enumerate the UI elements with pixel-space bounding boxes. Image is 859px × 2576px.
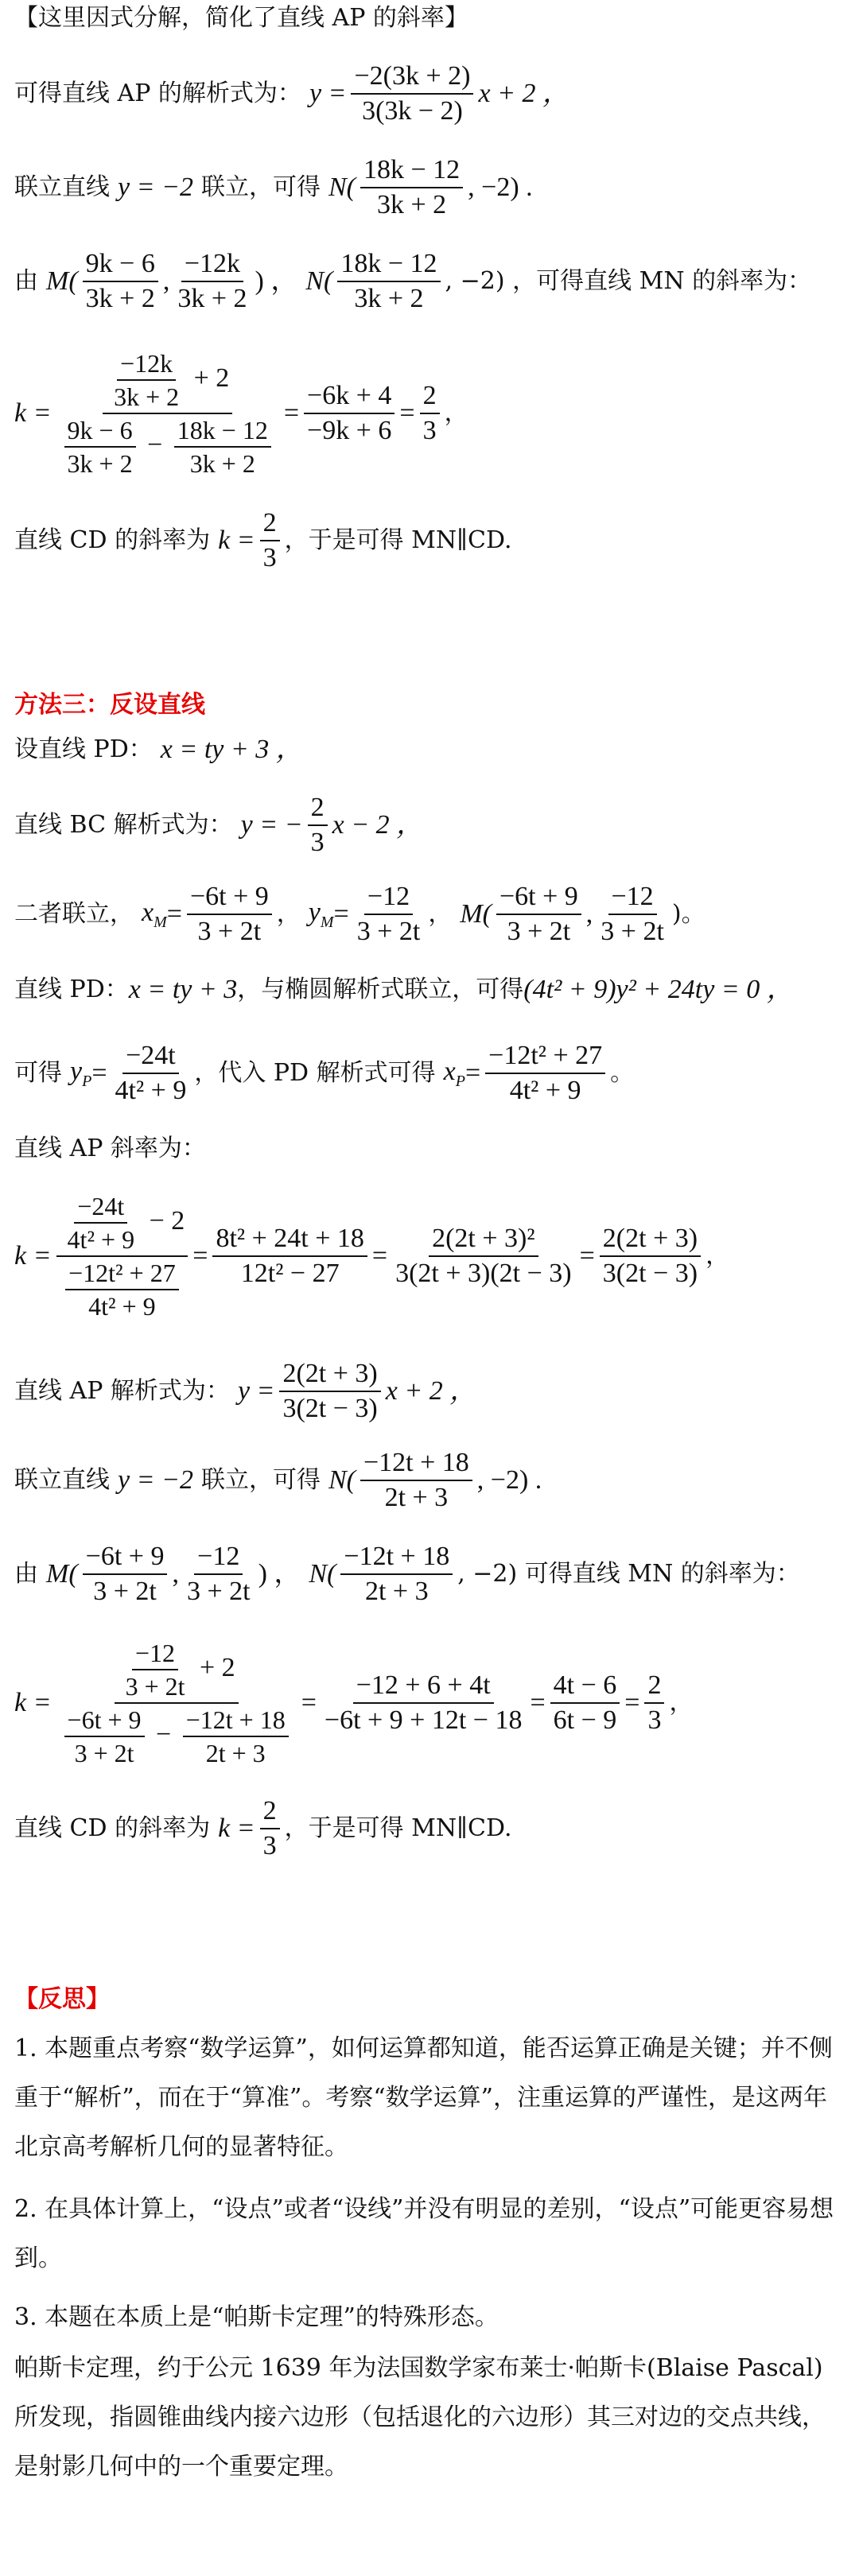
reflection-point-2: 2. 在具体计算上，“设点”或者“设线”并没有明显的差别，“设点”可能更容易想到。 [14,2195,834,2272]
cd-slope-line-2: 直线 CD 的斜率为 k = $\frac{2}{3}$ ，于是可得 MN∥CD. [14,1795,512,1860]
pd-line: 设直线 PD： x = ty + 3 ， [14,735,303,764]
complex-fraction: $\frac{-12}{3 + 2t}$ + 2 $\frac{-6t + 9}{3 + 2t}$ − $\frac{-12t + 18}{2t + 3}$ [56,1637,297,1769]
method-three-heading: 方法三：反设直线 [14,691,205,719]
p-coords-line: 可得 $y_P$ = $\frac{-24t}{\text{4t² + 9}}$ ，代入 PD 解析式可得 $x_P$ = $\frac{\text{−12t² + 27}}{\text{4t² + 9}}$ 。 [14,1040,635,1105]
point-n-line: 联立直线 y = −2 联立，可得 N( $\frac{18k - 12}{3k + 2}$ , −2) . [14,148,845,227]
section-note: 【这里因式分解，简化了直线 AP 的斜率】 [14,4,468,32]
reflection-point-1: 1. 本题重点考察“数学运算”，如何运算都知道，能否运算正确是关键；并不侧重于“解析”，而在于“算准”。考察“数学运算”，注重运算的严谨性，是这两年北京高考解析几何的显著特征。 [14,2035,833,2161]
reflection-heading: 【反思】 [14,1985,110,2013]
reflection-point-3: 3. 本题在本质上是“帕斯卡定理”的特殊形态。 [14,2303,499,2331]
mn-slope-computation-2: k = $\frac{-12}{3 + 2t}$ + 2 $\frac{-6t + 9}{3 + 2t}$ − $\frac{-12t + 18}{2t + 3}$ = $\frac{-12 + 6 + 4t}{-6t + 9 + 12t - 18}$ = $\frac{4t - 6}{6t - 9}$ = $\frac{2}{3}$ ， [14,1639,694,1767]
complex-fraction: $\frac{-24t}{\text{4t² + 9}}$ − 2 $\frac{\text{−12t² + 27}}{\text{4t² + 9}}$ [56,1190,189,1322]
point-n-line-2: 联立直线 y = −2 联立，可得 N( $\frac{-12t + 18}{2t + 3}$ , −2) . [14,1447,542,1512]
mn-points-line: 由 M( $\frac{9k - 6}{3k + 2}$ , $\frac{-12k}{3k + 2}$ ) ， N( $\frac{18k - 12}{3k + 2}$ , −2) ，可得直线 MN 的斜率为： [14,248,812,313]
ap-slope-computation: k = $\frac{-24t}{\text{4t² + 9}}$ − 2 $\frac{\text{−12t² + 27}}{\text{4t² + 9}}$ = $\frac{\text{8t² + 24t + 18}}{\text{12t² − 27}}$ = $\frac{\text{2(2t + 3)²}}{3(2t + 3)(2t - 3)}$ = $\frac{2(2t + 3)}{3(2t - 3)}$ ， [14,1192,730,1321]
m-coords-line: 二者联立， $x_M$ = $\frac{-6t + 9}{3 + 2t}$ ， $y_M$ = $\frac{-12}{3 + 2t}$ ， M( $\frac{-6t + 9}{3 + 2t}$ , $\frac{-12}{3 + 2t}$ )。 [14,881,705,946]
cd-slope-line: 直线 CD 的斜率为 k = $\frac{2}{3}$ ，于是可得 MN∥CD. [14,507,512,572]
mn-points-line-2: 由 M( $\frac{-6t + 9}{3 + 2t}$ , $\frac{-12}{3 + 2t}$ ) ， N( $\frac{-12t + 18}{2t + 3}$ , −2) 可得直线 MN 的斜率为： [14,1541,800,1606]
ap-slope-label: 直线 AP 斜率为： [14,1135,206,1162]
complex-fraction: $\frac{-12k}{3k + 2}$ + 2 $\frac{9k - 6}{3k + 2}$ − $\frac{18k - 12}{3k + 2}$ [56,347,279,479]
ap-equation-line-2: 直线 AP 解析式为： y = $\frac{2(2t + 3)}{3(2t - 3)}$ x + 2 ， [14,1358,477,1423]
n-x-fraction: $\frac{18k - 12}{3k + 2}$ [360,153,463,223]
ap-slope-fraction: $\frac{-2(3k + 2)}{3(3k - 2)}$ [351,60,473,129]
ap-equation-line: 可得直线 AP 的解析式为： y = $\frac{-2(3k + 2)}{3(3k - 2)}$ x + 2 ， [14,54,845,134]
mn-slope-computation: k = $\frac{-12k}{3k + 2}$ + 2 $\frac{9k - 6}{3k + 2}$ − $\frac{18k - 12}{3k + 2}$ = $\frac{-6k + 4}{-9k + 6}$ = $\frac{2}{3}$ ， [14,349,468,478]
pd-ellipse-line: 直线 PD： x = ty + 3 ，与椭圆解析式联立，可得 (4t² + 9)y² + 24ty = 0 ， [14,975,794,1004]
pascal-theorem-paragraph: 帕斯卡定理，约于公元 1639 年为法国数学家布莱士·帕斯卡(Blaise Pascal)所发现，指圆锥曲线内接六边形（包括退化的六边形）其三对边的交点共线，是射影几何中的一个重要定理。 [14,2354,826,2481]
bc-line: 直线 BC 解析式为： y = − $\frac{2}{3}$ x − 2 ， [14,792,424,857]
